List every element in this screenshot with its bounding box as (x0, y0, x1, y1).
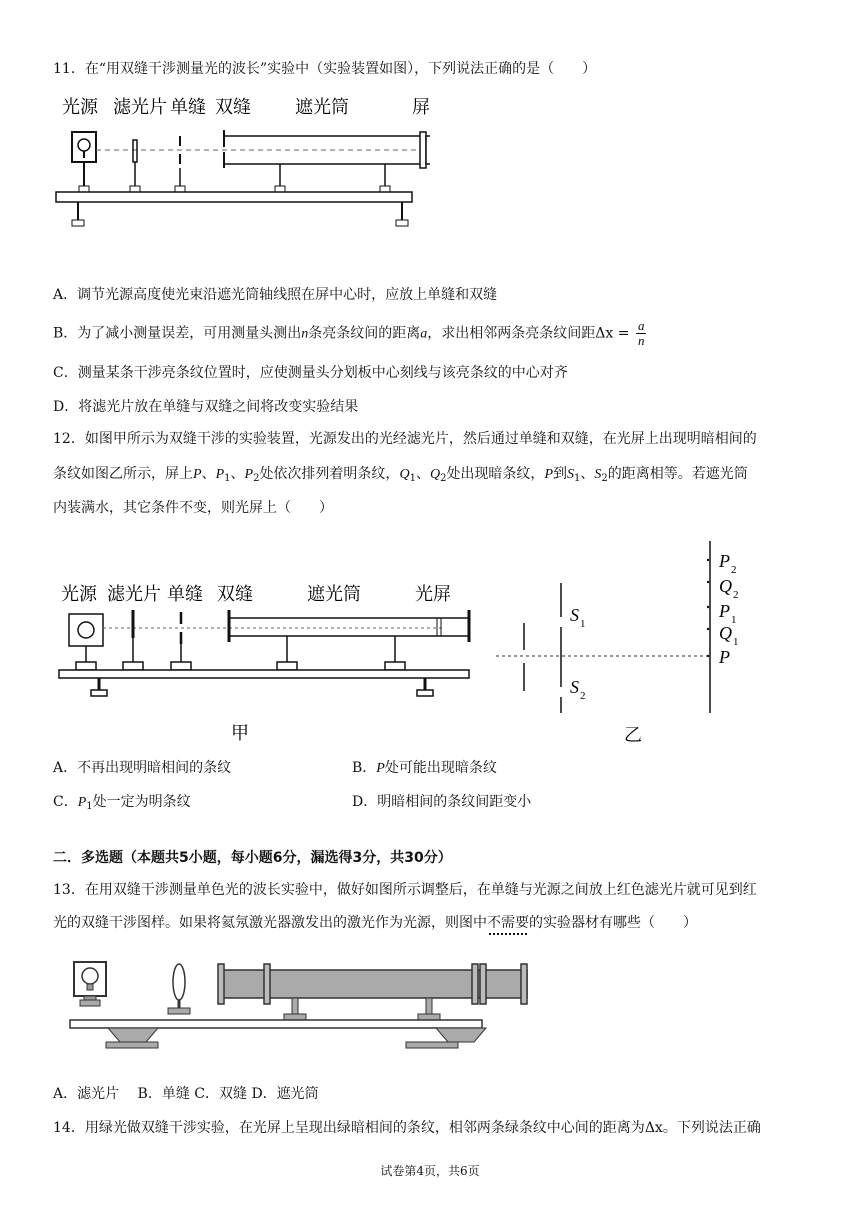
screen-end (426, 136, 430, 164)
q11-apparatus-figure (50, 92, 430, 240)
lamp-housing (69, 614, 103, 646)
q13-line2: 光的双缝干涉图样。如果将氦氖激光器激发出的激光作为光源，则图中不需要的实验器材有哪些（ ） (53, 915, 697, 931)
q11-label-single: 单缝 (170, 97, 206, 118)
q12-caption-jia: 甲 (231, 723, 249, 744)
q12-line3: 内装满水，其它条件不变，则光屏上（ ） (53, 500, 333, 516)
bulb-icon (82, 968, 98, 984)
q12-caption-yi: 乙 (624, 725, 642, 746)
svg-text:P: P (719, 647, 730, 667)
q12-label-screen: 光屏 (415, 584, 451, 605)
svg-text:2: 2 (731, 564, 737, 576)
q11-stem: 11．在“用双缝干涉测量光的波长”实验中（实验装置如图），下列说法正确的是（ ） (53, 61, 597, 77)
q12-option-d: D．明暗相间的条纹间距变小 (352, 794, 532, 810)
q11-option-d: D．将滤光片放在单缝与双缝之间将改变实验结果 (53, 399, 359, 415)
q11-label-tube: 遮光筒 (295, 97, 349, 118)
q13-line1: 13．在用双缝干涉测量单色光的波长实验中，做好如图所示调整后，在单缝与光源之间放上红色滤光片就可见到红 (53, 882, 757, 898)
q11-option-b: B．为了减小测量误差，可用测量头测出n条亮条纹间的距离a，求出相邻两条亮条纹间距Δx = $\frac{a}{n}$ (53, 318, 645, 348)
svg-text:Q: Q (719, 576, 732, 596)
section-heading: 二．多选题（本题共5小题，每小题6分，漏选得3分，共30分） (53, 850, 452, 866)
svg-text:1: 1 (580, 618, 586, 630)
q12-option-a: A．不再出现明暗相间的条纹 (53, 760, 232, 776)
bulb-icon (78, 622, 94, 638)
q12-label-source: 光源 (61, 584, 97, 605)
q12-label-filter: 滤光片 (107, 584, 161, 605)
optical-bench (59, 670, 469, 678)
q13-options: A．滤光片 B．单缝 C．双缝 D．遮光筒 (53, 1086, 319, 1102)
q12-figure-yi (490, 535, 760, 750)
q12-option-c: C．$P_1$处一定为明条纹 (53, 794, 191, 812)
q11-option-a: A．调节光源高度使光束沿遮光筒轴线照在屏中心时，应放上单缝和双缝 (53, 287, 498, 303)
q12-label-single: 单缝 (167, 584, 203, 605)
page-footer: 试卷第4页，共6页 (380, 1164, 480, 1178)
q12-line2: 条纹如图乙所示，屏上P、$P_1$、$P_2$处依次排列着明条纹，$Q_1$、$Q_2$处出现暗条纹，P到$S_1$、$S_2$的距离相等。若遮光筒 (53, 466, 748, 484)
filter-slide (133, 140, 137, 162)
svg-text:2: 2 (733, 589, 739, 601)
optical-bench (56, 192, 412, 202)
lens-icon (173, 964, 185, 1000)
svg-text:P: P (719, 551, 730, 571)
q14-line1: 14．用绿光做双缝干涉实验，在光屏上呈现出绿暗相间的条纹，相邻两条绿条纹中心间的距离为Δx。下列说法正确 (53, 1120, 761, 1136)
q13-apparatus-figure (66, 958, 536, 1058)
q12-figure-jia (55, 578, 485, 748)
q12-label-double: 双缝 (217, 584, 253, 605)
q12-label-tube: 遮光筒 (307, 584, 361, 605)
svg-text:P: P (719, 601, 730, 621)
q12-line1: 12．如图甲所示为双缝干涉的实验装置，光源发出的光经滤光片，然后通过单缝和双缝，在光屏上出现明暗相间的 (53, 431, 757, 447)
q12-option-b: B．P处可能出现暗条纹 (352, 760, 497, 776)
svg-text:2: 2 (580, 690, 586, 702)
bulb-icon (78, 139, 90, 151)
svg-text:S: S (570, 605, 579, 625)
optical-bench (70, 1020, 482, 1028)
q11-label-screen: 屏 (412, 97, 430, 118)
q11-label-double: 双缝 (215, 97, 251, 118)
q11-label-source: 光源 (62, 97, 98, 118)
svg-text:1: 1 (731, 614, 737, 626)
svg-text:1: 1 (733, 636, 739, 648)
svg-text:S: S (570, 677, 579, 697)
q11-label-filter: 滤光片 (113, 97, 167, 118)
q11-option-c: C．测量某条干涉亮条纹位置时，应使测量头分划板中心刻线与该亮条纹的中心对齐 (53, 365, 568, 381)
svg-text:Q: Q (719, 623, 732, 643)
